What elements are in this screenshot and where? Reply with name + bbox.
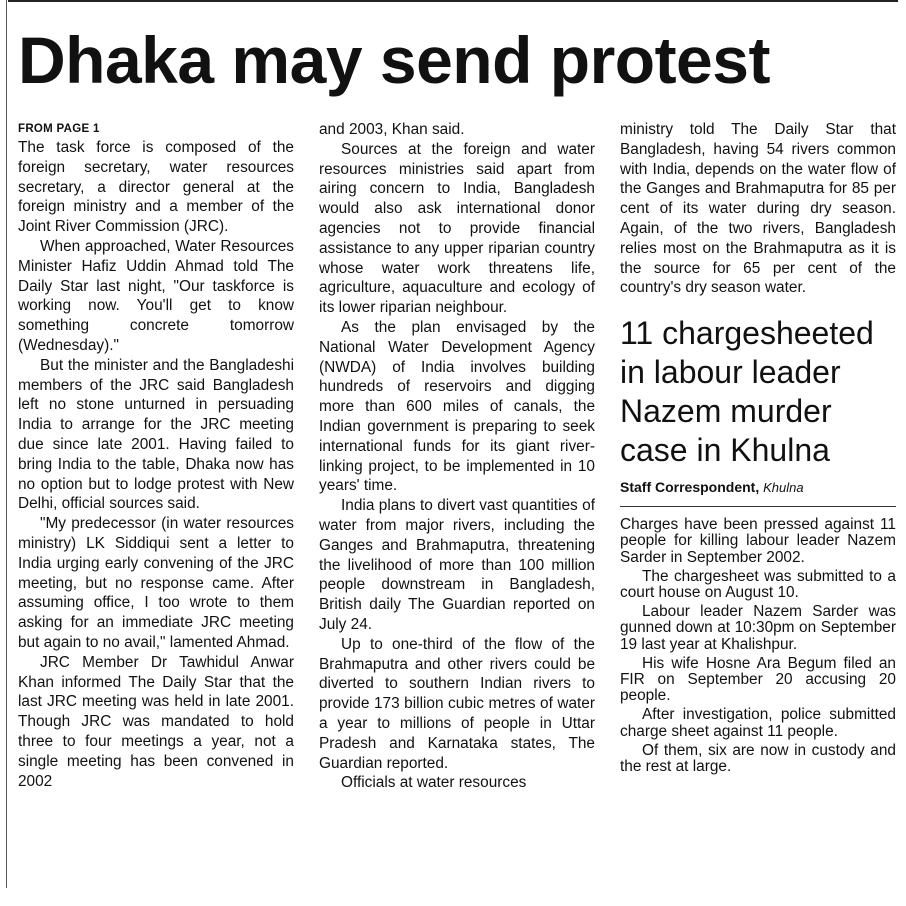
paragraph: After investigation, police submitted charge sheet against 11 people. [620, 706, 896, 740]
headline: Dhaka may send protest [18, 23, 770, 97]
paragraph: As the plan envisaged by the National Water Development Agency (NWDA) of India involves building hundreds of reservoirs and digging more than 600 miles of canals, the Indian government is preparing to seek international funds for its giant river-linking project, to be implemented in 10 years' time. [319, 318, 595, 495]
story2-body [620, 517, 896, 775]
paragraph: Sources at the foreign and water resources ministries said apart from airing concern to India, Bangladesh would also ask international donor agencies not to provide financial assistance to any upper riparian country whose water work threatens life, agriculture, aquaculture and ecology of its lower riparian neighbour. [319, 140, 595, 317]
paragraph: and 2003, Khan said. [319, 121, 465, 138]
paragraph: Up to one-third of the flow of the Brahmaputra and other rivers could be diverted to southern Indian rivers to provide 173 billion cubic metres of water a year to millions of people in Uttar Pradesh and Karnataka states, The Guardian reported. [319, 635, 595, 772]
byline-place: Khulna [763, 480, 804, 496]
paragraph: The chargesheet was submitted to a court house on August 10. [620, 567, 896, 601]
byline [620, 478, 896, 497]
paragraph: "My predecessor (in water resources ministry) LK Siddiqui sent a letter to India urging early convening of the JRC meeting, but no response came. After assuming office, I too wrote to them asking for an immediate JRC meeting but again to no avail," lamented Ahmad. [18, 515, 294, 651]
column-2 [319, 120, 595, 793]
left-rule [6, 0, 7, 888]
kicker: FROM PAGE 1 [18, 123, 100, 135]
paragraph: The task force is composed of the foreign secretary, water resources secretary, a director general at the foreign ministry and a member of the Joint River Commission (JRC). [18, 139, 294, 236]
byline-rule [620, 506, 896, 507]
paragraph: His wife Hosne Ara Begum filed an FIR on September 20 accusing 20 people. [620, 654, 896, 705]
column-1 [18, 120, 294, 791]
column-3 [620, 120, 896, 775]
paragraph: When approached, Water Resources Minister Hafiz Uddin Ahmad told The Daily Star last night, "Our taskforce is working now. You'll get to know something concrete tomorrow (Wednesday)." [18, 237, 294, 354]
byline-author: Staff Correspondent, [620, 479, 760, 496]
paragraph: ministry told The Daily Star that Bangladesh, having 54 rivers common with India, depends on the water flow of the Ganges and Brahmaputra for 85 per cent of its water during dry season. Again, of the two rivers, Bangladesh relies most on the Brahmaputra as it is the source for 65 per cent of the country's dry season water. [620, 121, 896, 297]
paragraph: Officials at water resources [341, 774, 527, 792]
story2-headline: 11 chargesheeted in labour leader Nazem murder case in Khulna [620, 315, 874, 469]
paragraph: JRC Member Dr Tawhidul Anwar Khan informed The Daily Star that the last JRC meeting was held in late 2001. Though JRC was mandated to hold three to four meetings a year, not a single meeting has been convened in 2002 [18, 653, 294, 790]
paragraph: Labour leader Nazem Sarder was gunned down at 10:30pm on September 19 last year at Khalishpur. [620, 603, 896, 653]
paragraph: India plans to divert vast quantities of water from major rivers, including the Ganges and Brahmaputra, threatening the livelihood of more than 100 million people downstream in Bangladesh, British daily The Guardian reported on July 24. [319, 497, 595, 633]
top-rule [8, 0, 898, 2]
paragraph: Charges have been pressed against 11 people for killing labour leader Nazem Sarder in September 2002. [620, 516, 896, 566]
paragraph: But the minister and the Bangladeshi members of the JRC said Bangladesh left no stone unturned in persuading India to arrange for the JRC meeting due since late 2001. Having failed to bring India to the table, Dhaka now has no option but to lodge protest with New Delhi, official sources said. [18, 356, 294, 513]
paragraph: Of them, six are now in custody and the rest at large. [620, 741, 896, 776]
